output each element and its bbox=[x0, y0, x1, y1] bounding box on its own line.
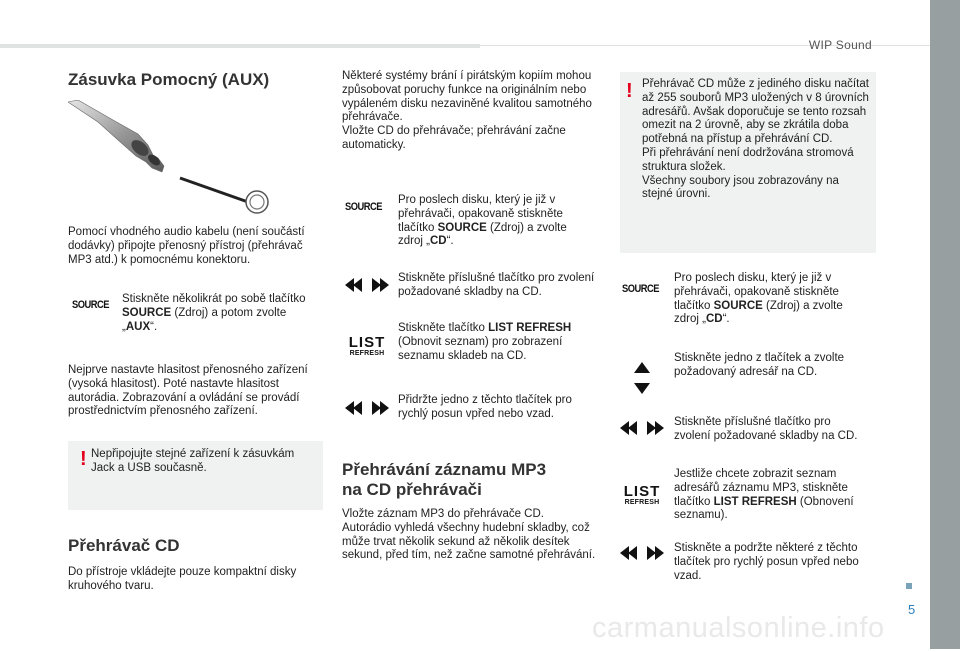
aux-source-instructions: Stiskněte několikrát po sobě tlačítko SOURCE (Zdroj) a potom zvolte „AUX“. bbox=[122, 293, 306, 333]
mp3-track-instructions: Stiskněte příslušné tlačítko pro zvolení požadované skladby na CD. bbox=[674, 416, 858, 442]
source-button-icon: SOURCE bbox=[72, 299, 109, 311]
mp3-intro: Vložte záznam MP3 do přehrávače CD. Autorádio vyhledá všechny hudební skladby, což může trvat několik sekund až několik desítek sekund, před tím, než začne samotné přehrávání. bbox=[342, 508, 596, 562]
folder-up-down-icon bbox=[634, 362, 650, 394]
header-rule-thick bbox=[0, 44, 480, 48]
track-skip-icon bbox=[620, 421, 664, 435]
cd-player-text: Do přístroje vkládejte pouze kompaktní disky kruhového tvaru. bbox=[68, 566, 297, 592]
track-skip-icon bbox=[345, 278, 389, 292]
list-refresh-icon: LIST REFRESH bbox=[623, 483, 661, 506]
cd-intro: Některé systémy brání í pirátským kopiím mohou způsobovat poruchy funkce na originálním nebo vypáleném disku nezaviněné kvalitou samotného přehrávače. Vložte CD do přehrávače; přehrávání začne automaticky. bbox=[342, 70, 592, 151]
page-marker bbox=[906, 583, 912, 589]
source-button-icon: SOURCE bbox=[345, 201, 382, 213]
fast-forward-rewind-icon bbox=[620, 546, 664, 560]
jack-plug-icon bbox=[68, 100, 278, 220]
cd-ff-instructions: Přidržte jedno z těchto tlačítek pro rychlý posun vpřed nebo vzad. bbox=[398, 394, 572, 420]
page-number: 5 bbox=[908, 602, 916, 617]
cd-track-instructions: Stiskněte příslušné tlačítko pro zvolení požadované skladby na CD. bbox=[398, 272, 595, 298]
mp3-ff-instructions: Stiskněte a podržte některé z těchto tlačítek pro rychlý posun vpřed nebo vzad. bbox=[674, 542, 859, 582]
fast-forward-rewind-icon bbox=[345, 401, 389, 415]
section-header: WIP Sound bbox=[808, 38, 872, 52]
cd-source-instructions: Pro poslech disku, který je již v přehrávači, opakovaně stiskněte tlačítko SOURCE (Zdroj) a zvolte zdroj „CD“. bbox=[398, 194, 567, 248]
warning-text-jack-usb: Nepřipojujte stejné zařízení k zásuvkám Jack a USB současně. bbox=[91, 448, 295, 474]
aux-intro: Pomocí vhodného audio kabelu (není součástí dodávky) připojte přenosný přístroj (přehrávač MP3 atd.) k pomocnému konektoru. bbox=[68, 226, 305, 266]
page-edge-strip bbox=[930, 0, 960, 649]
mp3-source-instructions: Pro poslech disku, který je již v přehrávači, opakovaně stiskněte tlačítko SOURCE (Zdroj) a zvolte zdroj „CD“. bbox=[674, 272, 843, 326]
cd-list-refresh-instructions: Stiskněte tlačítko LIST REFRESH (Obnovit seznam) pro zobrazení seznamu skladeb na CD. bbox=[398, 322, 572, 362]
cd-player-title: Přehrávač CD bbox=[68, 536, 180, 555]
mp3-list-refresh-instructions: Jestliže chcete zobrazit seznam adresářů záznamu MP3, stiskněte tlačítko LIST REFRESH (Obnovení seznamu). bbox=[674, 468, 854, 522]
volume-instructions: Nejprve nastavte hlasitost přenosného zařízení (vysoká hlasitost). Poté nastavte hlasitost autorádia. Zobrazování a ovládání se provádí prostřednictvím přenosného zařízení. bbox=[68, 364, 308, 418]
aux-title: Zásuvka Pomocný (AUX) bbox=[68, 70, 270, 89]
warning-icon: ! bbox=[80, 448, 87, 470]
watermark: carmanualsonline.info bbox=[592, 612, 885, 644]
list-refresh-icon: LIST REFRESH bbox=[348, 334, 386, 357]
mp3-title: Přehrávání záznamu MP3 na CD přehrávači bbox=[342, 460, 547, 499]
warning-text-mp3: Přehrávač CD může z jediného disku načítat až 255 souborů MP3 uložených v 8 úrovních adresářů. Avšak doporučuje se tento rozsah omezit na 2 úrovně, aby se zkrátila doba potřebná na přístup a přehrávání CD. Při přehrávání není dodržována stromová struktura složek. Všechny soubory jsou zobrazovány na stejné úrovni. bbox=[642, 78, 869, 201]
warning-icon: ! bbox=[626, 80, 633, 102]
source-button-icon: SOURCE bbox=[622, 283, 659, 295]
mp3-folder-instructions: Stiskněte jedno z tlačítek a zvolte požadovaný adresář na CD. bbox=[674, 352, 845, 378]
